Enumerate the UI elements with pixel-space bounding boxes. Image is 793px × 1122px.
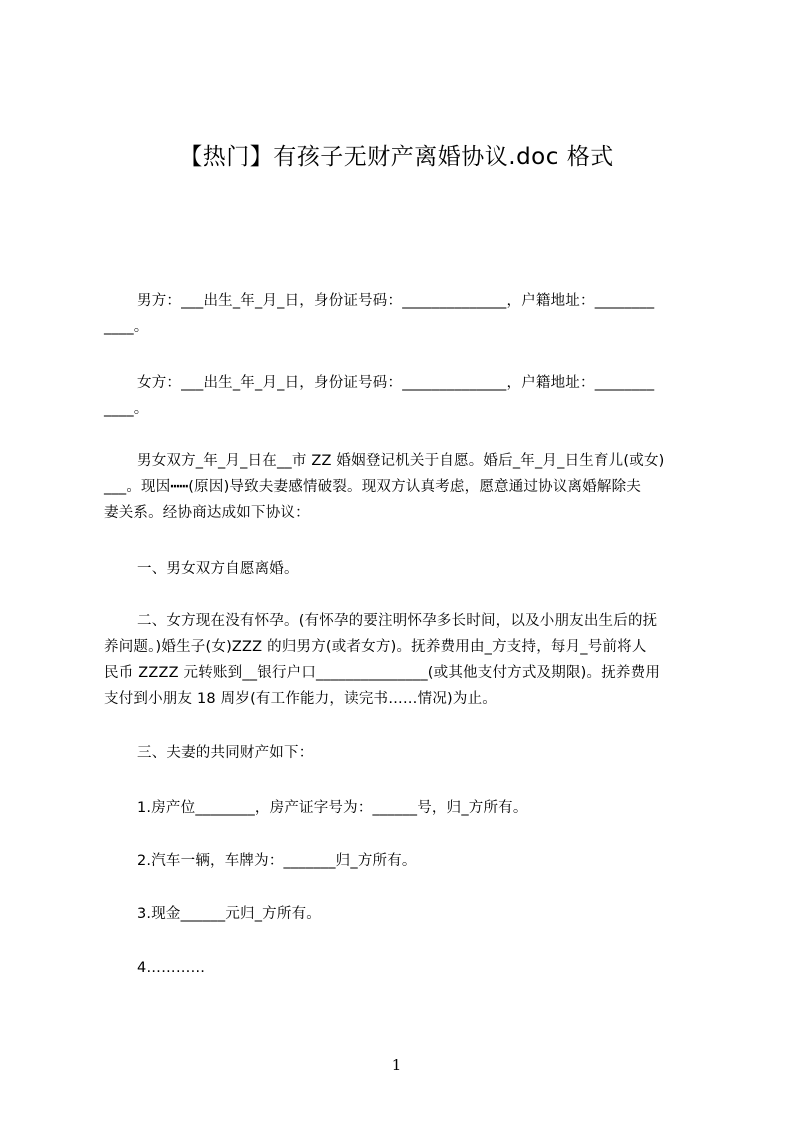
paragraph-line: 一、男女双方自愿离婚。 <box>137 561 299 577</box>
property-item-2 <box>104 848 704 874</box>
paragraph-line: 养问题。)婚生子(女)ZZZ 的归男方(或者女方)。抚养费用由_方支持，每月_号前将人 <box>104 639 647 655</box>
paragraph-line: 民币 ZZZZ 元转账到__银行户口_______________(或其他支付方式及期限)。抚养费用 <box>104 665 661 681</box>
paragraph-line: 男方：___出生_年_月_日，身份证号码：______________，户籍地址：________ <box>137 293 655 309</box>
paragraph-line: ____。 <box>104 401 149 417</box>
paragraph-line: 妻关系。经协商达成如下协议： <box>104 505 310 521</box>
paragraph-line: 2.汽车一辆，车牌为：_______归_方所有。 <box>137 853 417 869</box>
paragraph-line: 二、女方现在没有怀孕。(有怀孕的要注明怀孕多长时间，以及小朋友出生后的抚 <box>137 613 658 629</box>
male-party-paragraph <box>104 288 704 340</box>
property-item-4 <box>104 955 704 981</box>
paragraph-line: 1.房产位________，房产证字号为：______号，归_方所有。 <box>137 800 528 816</box>
paragraph-line: 男女双方_年_月_日在__市 ZZ 婚姻登记机关于自愿。婚后_年_月_日生育儿(或女) <box>137 453 665 469</box>
document-title: 【热门】有孩子无财产离婚协议.doc 格式 <box>179 144 614 170</box>
clause-3-paragraph <box>104 740 704 766</box>
paragraph-line: 支付到小朋友 18 周岁(有工作能力，读完书……情况)为止。 <box>104 691 497 707</box>
paragraph-line: 三、夫妻的共同财产如下： <box>137 745 314 761</box>
property-item-3 <box>104 901 704 927</box>
paragraph-line: 女方：___出生_年_月_日，身份证号码：______________，户籍地址：________ <box>137 375 655 391</box>
property-item-1 <box>104 795 704 821</box>
paragraph-line: 3.现金______元归_方所有。 <box>137 906 321 922</box>
paragraph-line: 4………… <box>137 960 206 976</box>
page-number: 1 <box>391 1056 402 1074</box>
female-party-paragraph <box>104 370 704 422</box>
clause-2-paragraph <box>104 608 704 712</box>
clause-1-paragraph <box>104 556 704 582</box>
paragraph-line: ___。现因┅┅(原因)导致夫妻感情破裂。现双方认真考虑，愿意通过协议离婚解除夫 <box>104 479 642 495</box>
intro-paragraph <box>104 448 704 526</box>
paragraph-line: ____。 <box>104 319 149 335</box>
